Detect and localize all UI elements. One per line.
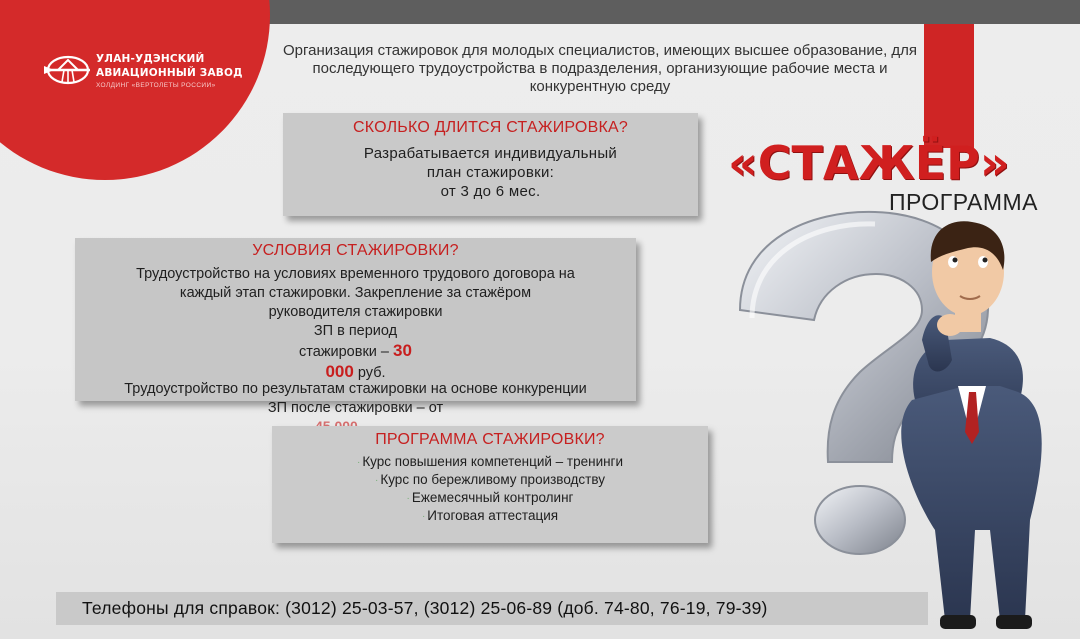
bullet-icon: · xyxy=(421,510,426,522)
salary-during-prefix: стажировки – xyxy=(299,344,389,360)
decorative-red-bar xyxy=(924,24,974,148)
conditions-line: Трудоустройство на условиях временного трудового договора на xyxy=(136,266,575,282)
duration-body xyxy=(283,144,698,201)
duration-box xyxy=(283,113,698,216)
conditions-extra xyxy=(75,380,636,418)
program-heading: ПРОГРАММА СТАЖИРОВКИ? xyxy=(375,431,605,448)
company-name-line2: АВИАЦИОННЫЙ ЗАВОД xyxy=(96,67,243,79)
company-name-line1: УЛАН-УДЭНСКИЙ xyxy=(96,53,205,65)
list-item-label: Курс по бережливому производству xyxy=(380,471,605,487)
conditions-heading: УСЛОВИЯ СТАЖИРОВКИ? xyxy=(252,242,459,259)
salary-during-value: 30 xyxy=(393,341,412,360)
aircraft-emblem-icon xyxy=(44,52,94,90)
list-item-label: Ежемесячный контролинг xyxy=(411,489,574,505)
program-title-sub: ПРОГРАММА xyxy=(889,189,1039,215)
salary-during-line xyxy=(75,341,636,362)
list-item xyxy=(272,507,708,525)
conditions-box xyxy=(75,238,636,416)
contact-phones-bar xyxy=(56,592,928,625)
salary-during-value-2: 000 xyxy=(325,362,354,381)
duration-line: Разрабатывается индивидуальный xyxy=(363,145,618,162)
conditions-line: каждый этап стажировки. Закрепление за стажёром xyxy=(179,285,532,301)
duration-line: план стажировки: xyxy=(426,164,555,181)
program-title-main: «СТАЖЁР» xyxy=(728,136,1010,190)
list-item xyxy=(272,471,708,489)
program-box xyxy=(272,426,708,543)
company-name xyxy=(96,52,243,80)
contact-phones: Телефоны для справок: (3012) 25-03-57, (3012) 25-06-89 (доб. 74-80, 76-19, 79-39) xyxy=(82,598,768,618)
company-logo xyxy=(44,52,244,102)
list-item xyxy=(272,489,708,507)
intro-text: Организация стажировок для молодых специалистов, имеющих высшее образование, для последующего трудоустройства в подразделения, организующие рабочие места и конкурентную среду xyxy=(282,42,918,95)
salary-currency: руб. xyxy=(357,365,386,381)
conditions-line: ЗП в период xyxy=(313,323,398,339)
duration-line: от 3 до 6 мес. xyxy=(440,183,541,200)
bullet-icon: · xyxy=(375,474,379,486)
conditions-line: Трудоустройство по результатам стажировки на основе конкуренции xyxy=(124,381,587,397)
program-title xyxy=(728,136,1068,226)
list-item xyxy=(272,453,708,471)
conditions-line: ЗП после стажировки – от xyxy=(267,400,444,416)
conditions-body xyxy=(75,265,636,383)
list-item-label: Курс повышения компетенций – тренинги xyxy=(362,454,624,469)
bullet-icon: · xyxy=(406,492,410,504)
company-tagline: ХОЛДИНГ «ВЕРТОЛЕТЫ РОССИИ» xyxy=(96,82,216,89)
list-item-label: Итоговая аттестация xyxy=(427,507,559,523)
conditions-line: руководителя стажировки xyxy=(268,304,443,320)
duration-heading: СКОЛЬКО ДЛИТСЯ СТАЖИРОВКА? xyxy=(353,119,628,136)
bullet-icon: · xyxy=(356,456,361,468)
illustration xyxy=(700,200,1080,639)
program-list xyxy=(272,453,708,525)
